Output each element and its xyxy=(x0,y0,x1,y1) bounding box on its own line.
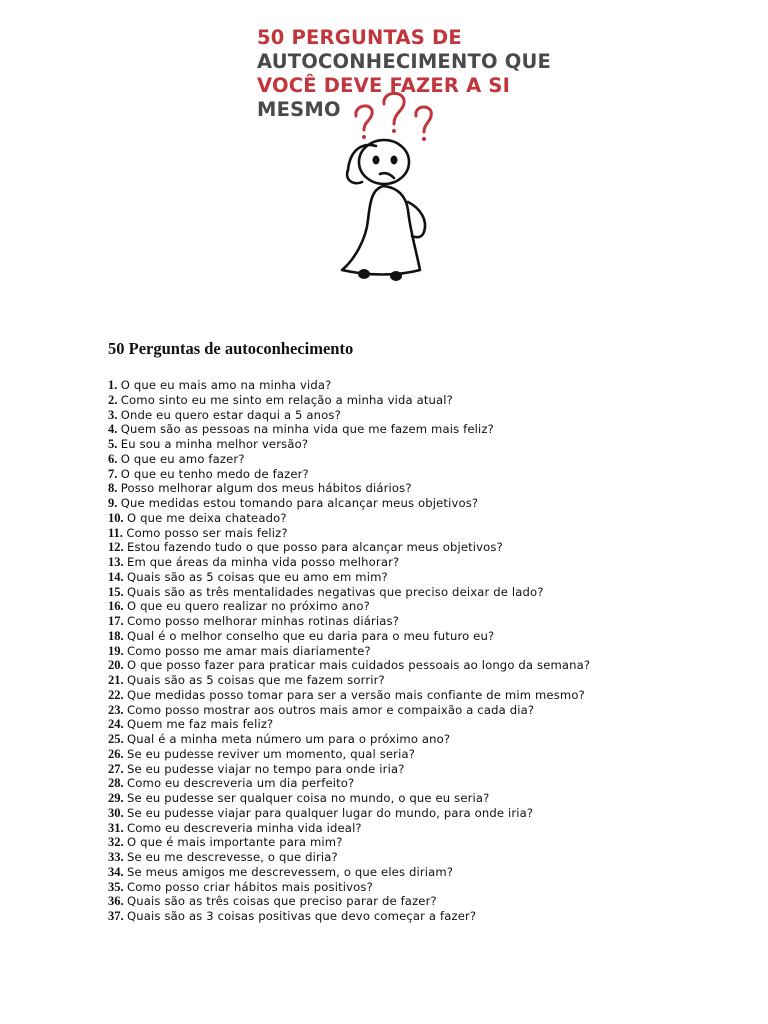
question-text: Como sinto eu me sinto em relação a minha vida atual? xyxy=(120,392,453,407)
list-item xyxy=(108,806,590,821)
question-text: Como posso criar hábitos mais positivos? xyxy=(127,879,373,894)
list-item xyxy=(108,629,590,644)
question-text: Como posso melhorar minhas rotinas diárias? xyxy=(127,614,400,628)
list-item xyxy=(108,467,590,482)
question-text: O que eu tenho medo de fazer? xyxy=(120,466,309,481)
list-item xyxy=(108,791,590,806)
question-number: 11. xyxy=(108,525,123,540)
question-text: Quais são as 5 coisas que me fazem sorrir? xyxy=(127,673,385,687)
question-text: Quais são as 5 coisas que eu amo em mim? xyxy=(127,569,388,584)
list-item xyxy=(108,658,590,673)
question-text: O que eu quero realizar no próximo ano? xyxy=(127,599,370,614)
banner-title-line-3: VOCÊ DEVE FAZER A SI xyxy=(257,74,511,97)
question-number: 3. xyxy=(108,407,118,422)
question-text: Como eu descreveria um dia perfeito? xyxy=(127,776,355,791)
question-number: 37. xyxy=(108,909,124,923)
question-number: 16. xyxy=(108,599,124,614)
banner-title-line-2: AUTOCONHECIMENTO QUE xyxy=(257,50,552,73)
list-item xyxy=(108,703,590,718)
question-text: Quais são as 3 coisas positivas que devo começar a fazer? xyxy=(127,909,477,923)
list-item xyxy=(108,835,590,850)
question-text: Como posso ser mais feliz? xyxy=(126,525,288,540)
question-text: Qual é a minha meta número um para o próximo ano? xyxy=(127,732,451,746)
question-number: 6. xyxy=(108,451,118,466)
question-text: Que medidas estou tomando para alcançar meus objetivos? xyxy=(120,496,479,510)
question-number: 23. xyxy=(108,702,124,717)
question-text: Eu sou a minha melhor versão? xyxy=(120,437,309,451)
list-item xyxy=(108,747,590,762)
confused-person-illustration xyxy=(328,90,458,290)
question-number: 21. xyxy=(108,673,124,687)
question-number: 24. xyxy=(108,717,124,732)
question-number: 33. xyxy=(108,850,124,864)
question-number: 34. xyxy=(108,864,124,879)
list-item xyxy=(108,732,590,747)
question-text: O que eu amo fazer? xyxy=(120,451,245,466)
list-item xyxy=(108,555,590,570)
question-text: Posso melhorar algum dos meus hábitos diários? xyxy=(120,481,412,496)
question-number: 19. xyxy=(108,643,124,658)
question-text: Quais são as três coisas que preciso parar de fazer? xyxy=(127,894,437,909)
question-marks-icon xyxy=(356,93,431,132)
question-number: 36. xyxy=(108,894,124,909)
header-banner xyxy=(242,14,552,296)
question-number: 15. xyxy=(108,584,124,599)
list-item xyxy=(108,880,590,895)
question-list xyxy=(108,378,590,924)
list-item xyxy=(108,776,590,791)
question-text: Quem me faz mais feliz? xyxy=(127,717,274,732)
list-item xyxy=(108,452,590,467)
question-text: Quem são as pessoas na minha vida que me fazem mais feliz? xyxy=(120,422,494,437)
question-number: 10. xyxy=(108,510,124,525)
question-text: Em que áreas da minha vida posso melhorar? xyxy=(127,555,400,569)
question-text: Como posso mostrar aos outros mais amor e compaixão a cada dia? xyxy=(127,702,535,717)
question-number: 22. xyxy=(108,687,124,702)
question-number: 28. xyxy=(108,776,124,791)
list-item xyxy=(108,909,590,924)
question-number: 13. xyxy=(108,555,124,569)
question-number: 20. xyxy=(108,658,124,673)
question-number: 2. xyxy=(108,392,118,407)
question-text: Estou fazendo tudo o que posso para alcançar meus objetivos? xyxy=(127,540,503,555)
list-item xyxy=(108,437,590,452)
list-item xyxy=(108,850,590,865)
question-number: 7. xyxy=(108,466,118,481)
question-text: Se eu pudesse ser qualquer coisa no mundo, o que eu seria? xyxy=(127,791,490,805)
list-item xyxy=(108,540,590,555)
question-text: Onde eu quero estar daqui a 5 anos? xyxy=(120,407,341,422)
question-text: O que eu mais amo na minha vida? xyxy=(120,378,332,392)
question-number: 32. xyxy=(108,835,124,850)
question-number: 31. xyxy=(108,820,124,835)
list-item xyxy=(108,599,590,614)
question-number: 9. xyxy=(108,496,118,510)
question-number: 18. xyxy=(108,628,124,643)
question-text: Se meus amigos me descrevessem, o que eles diriam? xyxy=(127,864,454,879)
question-number: 17. xyxy=(108,614,124,628)
list-item xyxy=(108,511,590,526)
question-text: Como eu descreveria minha vida ideal? xyxy=(127,820,362,835)
question-text: Se eu pudesse viajar para qualquer lugar do mundo, para onde iria? xyxy=(127,805,534,820)
question-number: 29. xyxy=(108,791,124,805)
list-item xyxy=(108,865,590,880)
list-item xyxy=(108,762,590,777)
list-item xyxy=(108,614,590,629)
question-number: 26. xyxy=(108,746,124,761)
list-item xyxy=(108,378,590,393)
banner-title-line-4: MESMO xyxy=(257,98,341,121)
question-number: 12. xyxy=(108,540,124,555)
question-number: 5. xyxy=(108,437,118,451)
question-text: Que medidas posso tomar para ser a versão mais confiante de mim mesmo? xyxy=(127,687,585,702)
list-item xyxy=(108,481,590,496)
list-item xyxy=(108,644,590,659)
list-item xyxy=(108,821,590,836)
question-number: 25. xyxy=(108,732,124,746)
list-item xyxy=(108,717,590,732)
list-item xyxy=(108,570,590,585)
question-text: Se eu pudesse reviver um momento, qual seria? xyxy=(127,746,416,761)
question-text: Se eu me descrevesse, o que diria? xyxy=(127,850,338,864)
list-item xyxy=(108,496,590,511)
question-number: 27. xyxy=(108,761,124,776)
banner-title-line-1: 50 PERGUNTAS DE xyxy=(257,26,462,49)
list-item xyxy=(108,673,590,688)
document-title: 50 Perguntas de autoconhecimento xyxy=(108,339,354,358)
list-item xyxy=(108,894,590,909)
list-item xyxy=(108,526,590,541)
question-number: 30. xyxy=(108,805,124,820)
question-text: O que me deixa chateado? xyxy=(127,510,287,525)
list-item xyxy=(108,585,590,600)
question-text: Quais são as três mentalidades negativas que preciso deixar de lado? xyxy=(127,584,544,599)
question-text: Se eu pudesse viajar no tempo para onde iria? xyxy=(127,761,405,776)
question-number: 1. xyxy=(108,378,118,392)
question-text: O que posso fazer para praticar mais cuidados pessoais ao longo da semana? xyxy=(127,658,591,673)
question-text: O que é mais importante para mim? xyxy=(127,835,343,850)
question-number: 4. xyxy=(108,422,118,437)
question-text: Qual é o melhor conselho que eu daria para o meu futuro eu? xyxy=(127,628,495,643)
question-number: 8. xyxy=(108,481,118,496)
list-item xyxy=(108,688,590,703)
question-number: 35. xyxy=(108,879,124,894)
list-item xyxy=(108,422,590,437)
question-text: Como posso me amar mais diariamente? xyxy=(127,643,371,658)
list-item xyxy=(108,393,590,408)
question-number: 14. xyxy=(108,569,124,584)
list-item xyxy=(108,408,590,423)
